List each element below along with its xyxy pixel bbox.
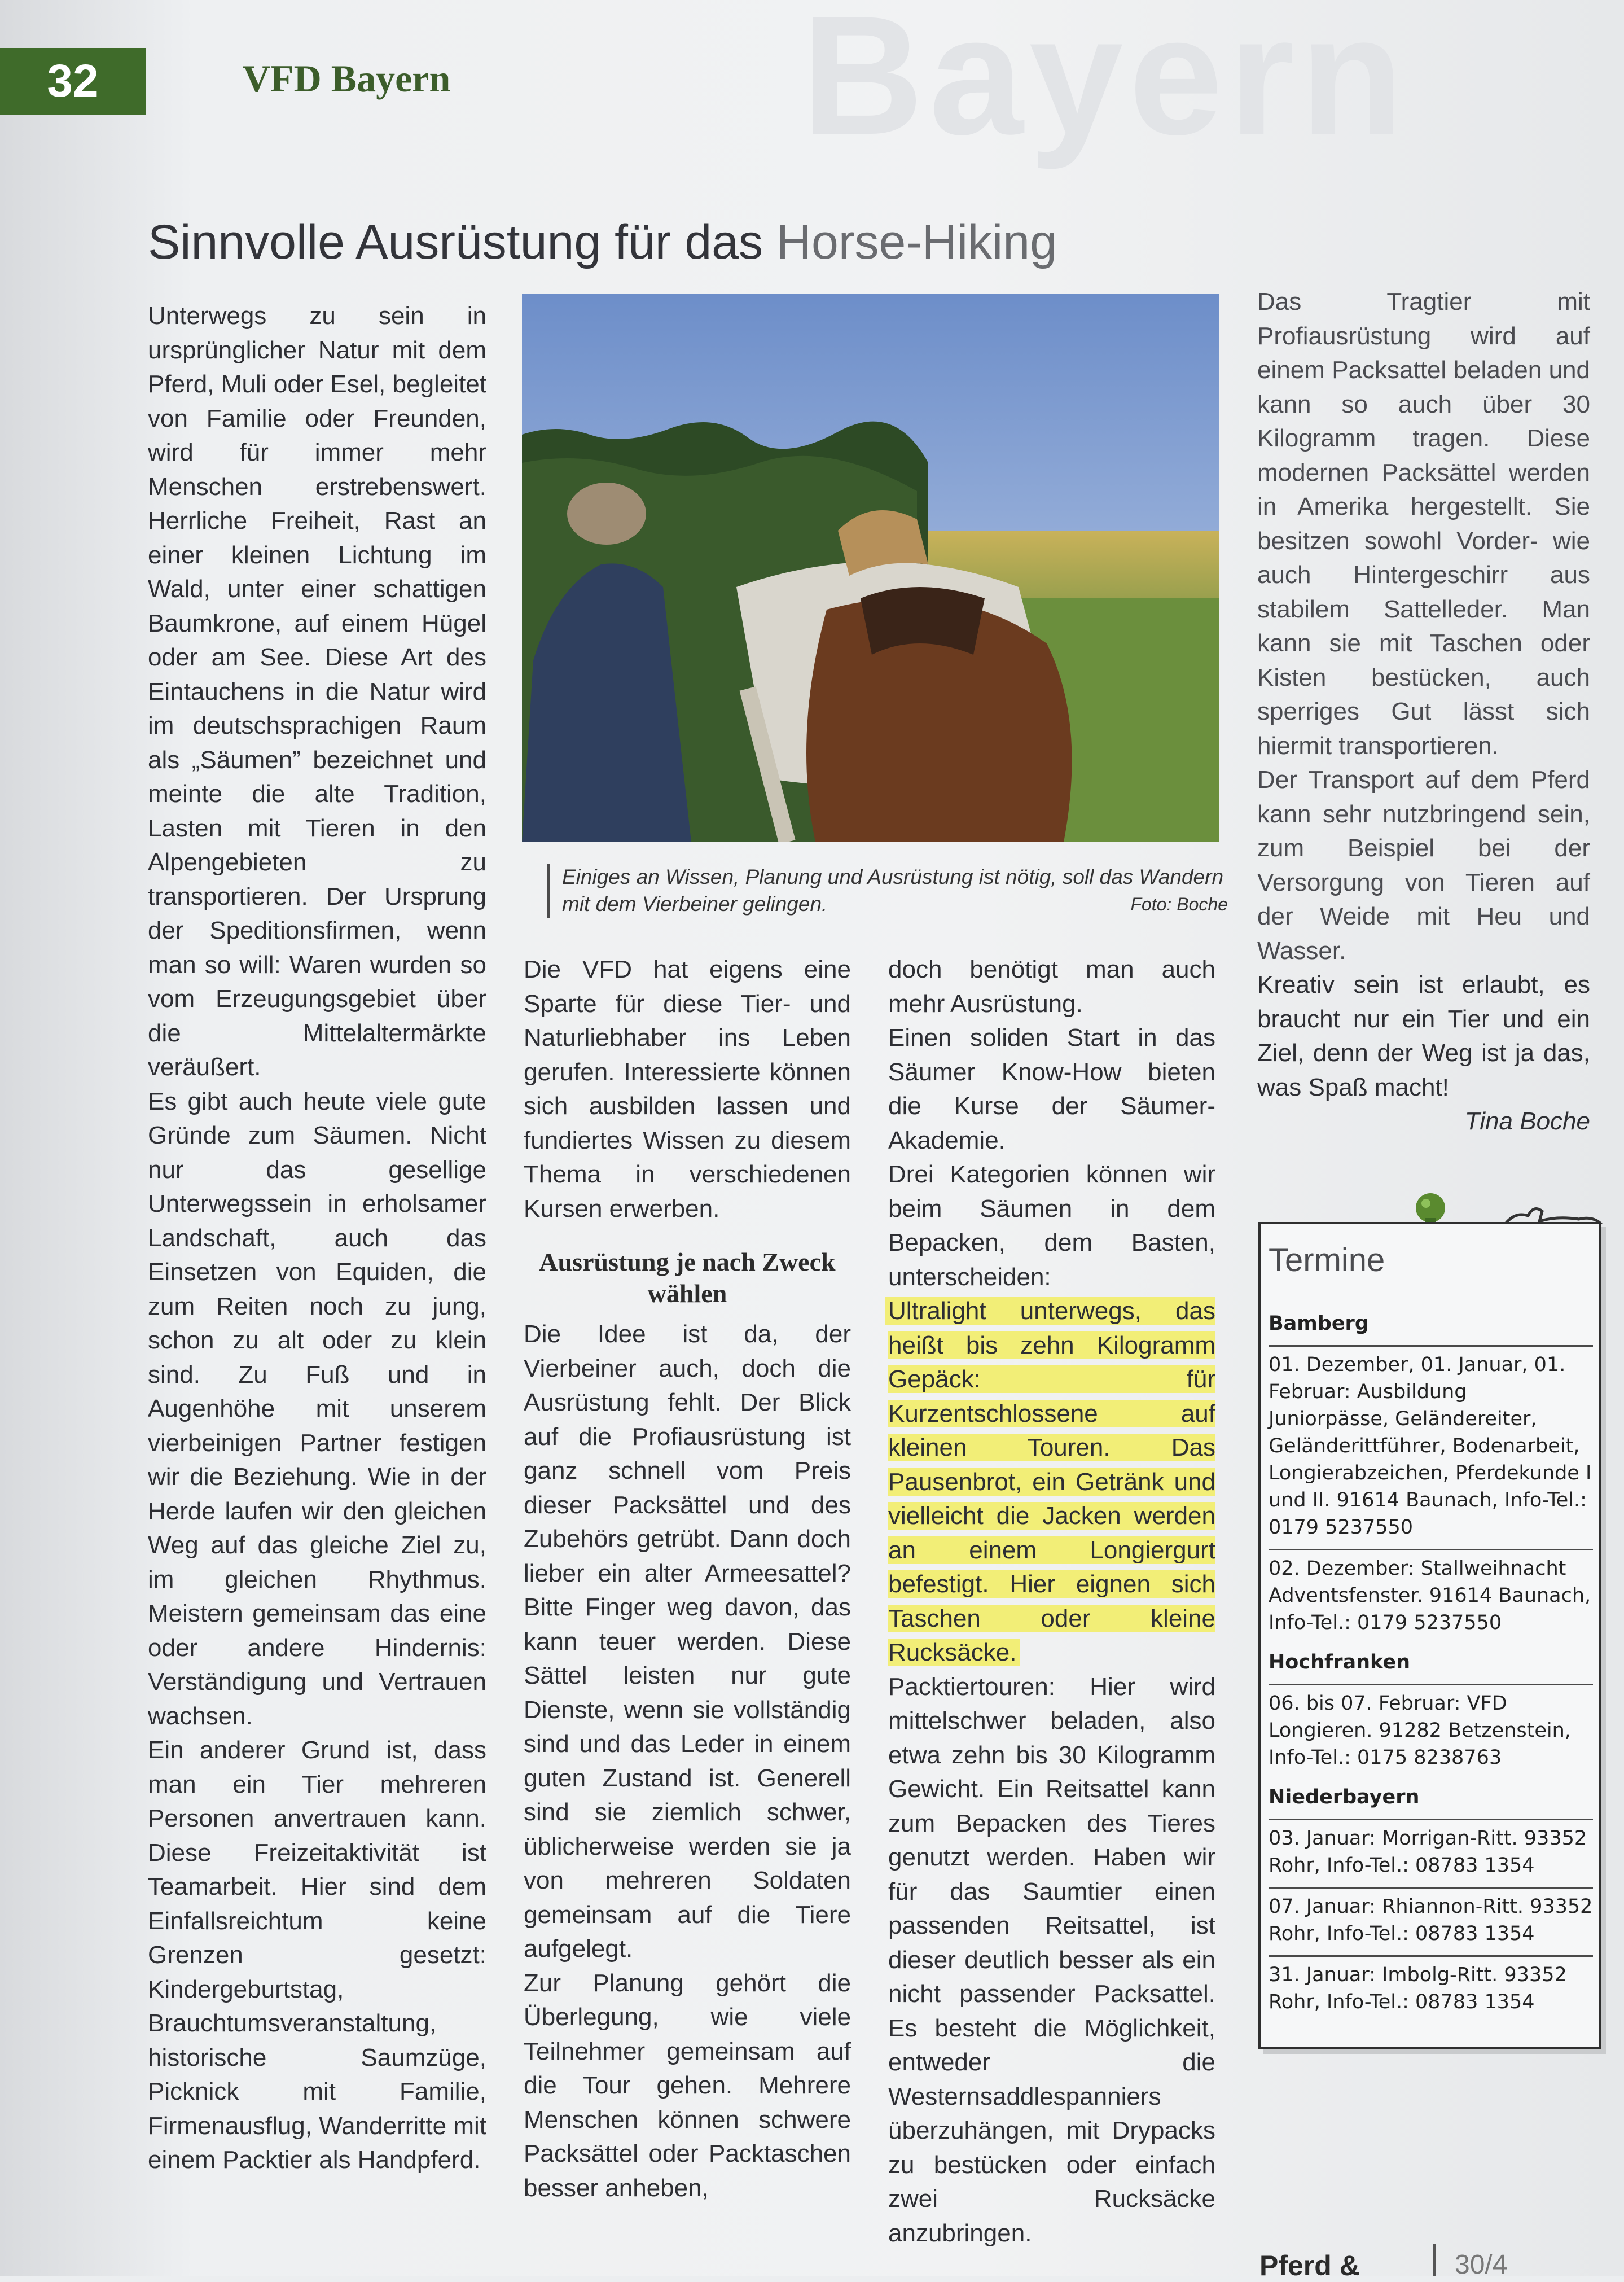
col3-paragraph-4: Packtiertouren: Hier wird mittelschwer beladen, also etwa zehn bis 30 Kilogramm Gewicht. Ein Reitsattel kann zum Bepacken des Tieres genutzt werden. Haben wir für das Saumtier einen passenden Reitsattel, ist dieser deutlich besser als ein nicht passender Packsattel. Es besteht die Möglichkeit, entweder die Westernsaddlespanniers überzuhängen, mit Drypacks zu bestücken oder einfach zwei Rucksäcke anzubringen. — [888, 1672, 1215, 2247]
divider — [1269, 1684, 1593, 1685]
col3-highlighted-paragraph — [888, 1294, 1215, 1670]
text-highlight: Ultralight unterwegs, das heißt bis zehn Kilogramm Gepäck: für Kurzentschlossene auf kleinen Touren. Das Pausenbrot, ein Getränk und vielleicht die Jacken werden an einem Longiergurt befestigt. Hier eignen sich Taschen oder kleine Rucksäcke. — [885, 1297, 1215, 1666]
article-headline — [148, 214, 1057, 270]
region-heading: Niederbayern — [1269, 1786, 1420, 1808]
col1-paragraph-2: Es gibt auch heute viele gute Gründe zum Säumen. Nicht nur das gesellige Unterwegssein in erholsamer Landschaft, auch das Einsetzen von Equiden, die zum Reiten noch zu jung, schon zu alt oder zu klein sind. Zu Fuß und in Augenhöhe mit unserem vierbeinigen Partner festigen wir die Beziehung. Wie in der Herde laufen wir den gleichen Weg auf das gleiche Ziel zu, im gleichen Rhythmus. Meistern gemeinsam das eine oder andere Hindernis: Verständigung und Vertrauen wachsen. — [148, 1087, 486, 1730]
article-photo — [522, 294, 1219, 842]
article-column-3 — [888, 953, 1215, 2250]
magazine-brand: Pferd & — [1259, 2250, 1360, 2281]
article-column-1 — [148, 299, 486, 2178]
event-entry: 01. Dezember, 01. Januar, 01. Februar: Ausbildung Juniorpässe, Geländereiter, Geländerittführer, Bodenarbeit, Longierabzeichen, Pferdekunde I und II. 91614 Baunach, Info-Tel.: 0179 5237550 — [1269, 1354, 1592, 1539]
caption-text: Einiges an Wissen, Planung und Ausrüstung ist nötig, soll das Wandern mit dem Vierbeiner gelingen. — [562, 865, 1224, 916]
col2-paragraph-2: Die Idee ist da, der Vierbeiner auch, doch die Ausrüstung fehlt. Der Blick auf die Profiausrüstung ist ganz schnell vom Preis dieser Packsättel und des Zubehörs getrübt. Dann doch lieber ein alter Armeesattel? Bitte Finger weg davon, das kann teuer werden. Diese Sättel leisten nur gute Dienste, wenn sie vollständig sind und das Leder in einem guten Zustand ist. Generell sind sie ziemlich schwer, üblicherweise werden sie ja von mehreren Soldaten gemeinsam auf die Tiere aufgelegt. — [524, 1320, 851, 1963]
article-column-4 — [1257, 285, 1590, 1139]
divider — [1269, 1819, 1593, 1820]
col1-paragraph-1: Unterwegs zu sein in ursprünglicher Natur mit dem Pferd, Muli oder Esel, begleitet von Familie oder Freunden, wird für immer mehr Menschen erstrebenswert. Herrliche Freiheit, Rast an einer kleinen Lichtung im Wald, unter einer schattigen Baumkrone, auf einem Hügel oder am See. Diese Art des Eintauchens in die Natur wird im deutschsprachigen Raum als „Säumen” bezeichnet und meinte die alte Tradition, Lasten mit Tieren in den Alpengebieten zu transportieren. Der Ursprung der Speditionsfirmen, wenn man so will: Waren wurden so vom Erzeugungsgebiet über die Mittelaltermärkte veräußert. — [148, 302, 486, 1081]
col4-paragraph-2: Der Transport auf dem Pferd kann sehr nutzbringend sein, zum Beispiel bei der Versorgung von Tieren auf der Weide mit Heu und Wasser. — [1257, 766, 1590, 965]
footer-divider — [1433, 2244, 1436, 2276]
divider — [1269, 1887, 1593, 1889]
event-entry: 06. bis 07. Februar: VFD Longieren. 91282 Betzenstein, Info-Tel.: 0175 8238763 — [1269, 1692, 1571, 1769]
col4-paragraph-3: Kreativ sein ist erlaubt, es braucht nur ein Tier und ein Ziel, denn der Weg ist ja das, was Spaß macht! — [1257, 971, 1590, 1101]
headline-part-1: Sinnvolle Ausrüstung für das — [148, 215, 776, 269]
article-column-2 — [524, 953, 851, 2205]
page-number: 32 — [0, 48, 146, 115]
col3-paragraph-1: doch benötigt man auch mehr Ausrüstung. — [888, 956, 1215, 1018]
event-entry: 07. Januar: Rhiannon-Ritt. 93352 Rohr, Info-Tel.: 08783 1354 — [1269, 1895, 1593, 1945]
photo-caption — [547, 864, 1228, 918]
section-title: VFD Bayern — [243, 57, 451, 100]
divider — [1269, 1549, 1593, 1550]
events-list — [1269, 1298, 1593, 2016]
issue-number: 30/4 — [1455, 2250, 1508, 2280]
photo-credit: Foto: Boche — [1130, 894, 1228, 914]
event-entry: 03. Januar: Morrigan-Ritt. 93352 Rohr, Info-Tel.: 08783 1354 — [1269, 1827, 1587, 1877]
divider — [1269, 1345, 1593, 1347]
subheading: Ausrüstung je nach Zweck wählen — [539, 1247, 836, 1308]
event-entry: 02. Dezember: Stallweihnacht Adventsfenster. 91614 Baunach, Info-Tel.: 0179 5237550 — [1269, 1557, 1591, 1634]
headline-part-2: Horse-Hiking — [776, 215, 1057, 269]
region-heading: Hochfranken — [1269, 1651, 1411, 1674]
col2-paragraph-3: Zur Planung gehört die Überlegung, wie viele Teilnehmer gemeinsam auf die Tour gehen. Mehrere Menschen können schwere Packsättel oder Packtaschen besser anheben, — [524, 1969, 851, 2202]
col1-paragraph-3: Ein anderer Grund ist, dass man ein Tier mehreren Personen anvertrauen kann. Diese Freizeitaktivität ist Teamarbeit. Hier sind dem Einfallsreichtum keine Grenzen gesetzt: Kindergeburtstag, Brauchtumsveranstaltung, historische Saumzüge, Picknick mit Familie, Firmenausflug, Wanderritte mit einem Packtier als Handpferd. — [148, 1736, 486, 2174]
events-title: Termine — [1269, 1242, 1385, 1278]
divider — [1269, 1955, 1593, 1957]
col4-paragraph-1: Das Tragtier mit Profiausrüstung wird auf einem Packsattel beladen und kann so auch über 30 Kilogramm tragen. Diese modernen Packsättel werden in Amerika hergestellt. Sie besitzen sowohl Vorder- wie auch Hintergeschirr aus stabilem Sattelleder. Man kann sie mit Taschen oder Kisten bestücken, auch sperriges Gut lässt sich hiermit transportieren. — [1257, 288, 1590, 760]
region-heading: Bamberg — [1269, 1312, 1369, 1335]
section-watermark: Bayern — [801, 0, 1410, 170]
col3-paragraph-3: Drei Kategorien können wir beim Säumen in dem Bepacken, dem Basten, unterscheiden: — [888, 1160, 1215, 1291]
col2-paragraph-1: Die VFD hat eigens eine Sparte für diese Tier- und Naturliebhaber ins Leben gerufen. Interessierte können sich ausbilden lassen und fundiertes Wissen zu diesem Thema in verschiedenen Kursen erwerben. — [524, 956, 851, 1223]
event-entry: 31. Januar: Imbolg-Ritt. 93352 Rohr, Info-Tel.: 08783 1354 — [1269, 1964, 1567, 2013]
events-box — [1258, 1222, 1601, 2049]
horse-packing-illustration — [522, 294, 1219, 842]
col3-paragraph-2: Einen soliden Start in das Säumer Know-How bieten die Kurse der Säumer-Akademie. — [888, 1024, 1215, 1154]
author-signature: Tina Boche — [1464, 1107, 1590, 1135]
